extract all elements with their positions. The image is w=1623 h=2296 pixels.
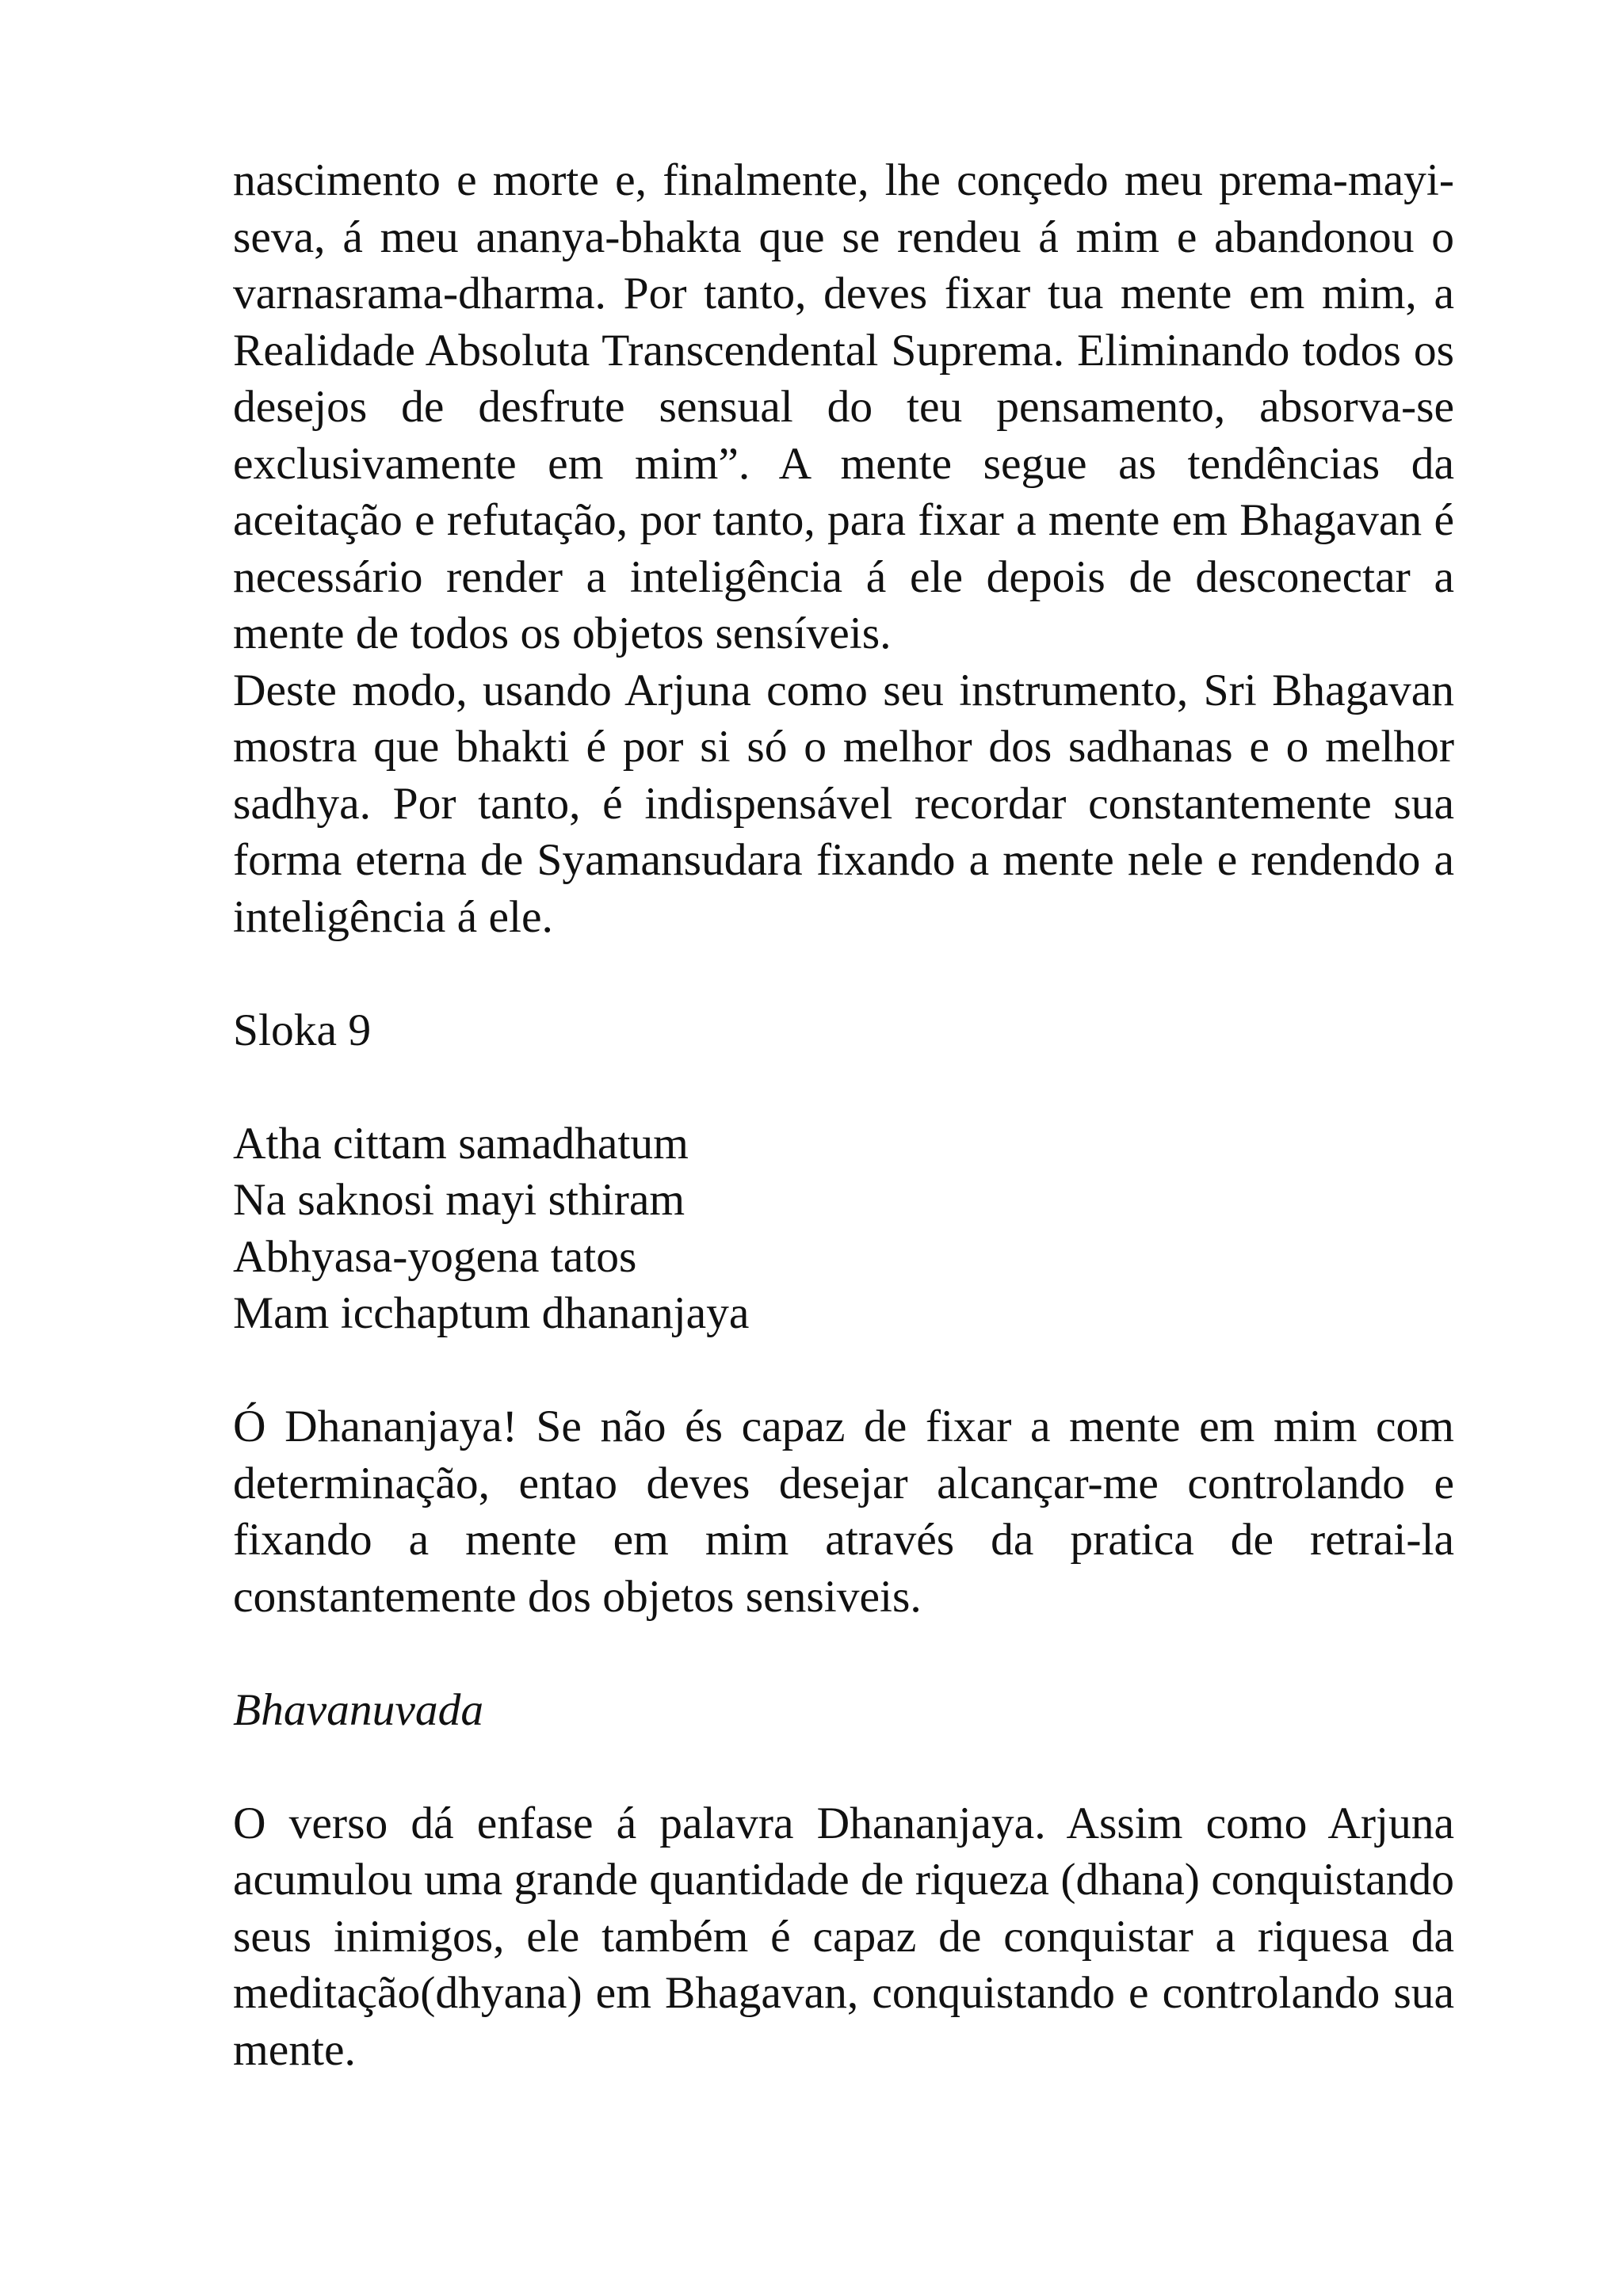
spacer [233,1058,1454,1116]
verse-line: Atha cittam samadhatum [233,1118,689,1169]
verse-translation: Ó Dhananjaya! Se não és capaz de fixar a mente em mim com determinação, entao deves desejar alcançar-me controlando e fixando a mente em mim através da pratica de retrai-la constantemente dos objetos sensiveis. [233,1402,1454,1622]
verse-line: Mam icchaptum dhananjaya [233,1288,750,1338]
commentary-paragraph: O verso dá enfase á palavra Dhananjaya. Assim como Arjuna acumulou uma grande quantidade de riqueza (dhana) conquistando seus inimigos, ele também é capaz de conquistar a riquesa da meditação(dhyana) em Bhagavan, conquistando e controlando sua mente. [233,1798,1454,2075]
verse-line: Abhyasa-yogena tatos [233,1231,637,1282]
spacer [233,1342,1454,1399]
spacer [233,1625,1454,1682]
sloka-heading: Sloka 9 [233,1005,372,1055]
paragraph-intro: nascimento e morte e, finalmente, lhe conçedo meu prema-mayi-seva, á meu ananya-bhakta que se rendeu á mim e abandonou o varnasrama-dharma. Por tanto, deves fixar tua mente em mim, a Realidade Absoluta Transcendental Suprema. Eliminando todos os desejos de desfrute sensual do teu pensamento, absorva-se exclusivamente em mim”. A mente segue as tendências da aceitação e refutação, por tanto, para fixar a mente em Bhagavan é necessário render a inteligência á ele depois de desconectar a mente de todos os objetos sensíveis. [233,155,1454,658]
spacer [233,945,1454,1002]
spacer [233,1738,1454,1795]
document-page [233,152,1454,2078]
bhavanuvada-heading: Bhavanuvada [233,1684,484,1735]
verse-line: Na saknosi mayi sthiram [233,1175,685,1225]
paragraph-arjuna-instrument: Deste modo, usando Arjuna como seu instrumento, Sri Bhagavan mostra que bhakti é por si só o melhor dos sadhanas e o melhor sadhya. Por tanto, é indispensável recordar constantemente sua forma eterna de Syamansudara fixando a mente nele e rendendo a inteligência á ele. [233,665,1454,942]
sloka-verse [233,1116,1454,1342]
